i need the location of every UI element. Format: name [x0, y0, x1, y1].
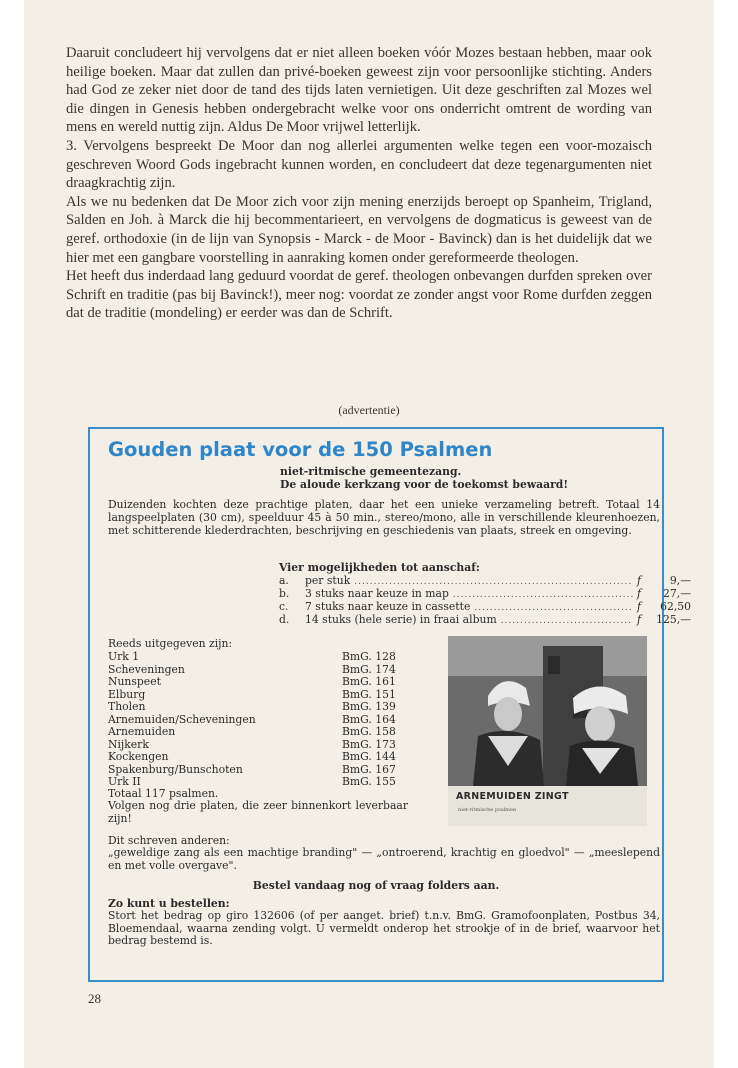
- option-text: 14 stuks (hele serie) in fraai album: [305, 613, 497, 626]
- ad-subtitle: [280, 465, 568, 491]
- record-code: BmG. 161: [342, 675, 396, 688]
- record-row: [108, 688, 438, 701]
- option-letter: a.: [279, 574, 289, 587]
- option-price: 27,—: [663, 587, 691, 600]
- leader-dots: [474, 603, 633, 613]
- currency-symbol: f: [637, 587, 641, 600]
- record-row: [108, 763, 438, 776]
- leader-dots: [453, 590, 633, 600]
- currency-symbol: f: [637, 613, 641, 626]
- option-row: [279, 587, 691, 600]
- record-code: BmG. 155: [342, 775, 396, 788]
- option-price: 125,—: [656, 613, 691, 626]
- currency-symbol: f: [637, 600, 641, 613]
- record-place: Urk II: [108, 775, 141, 788]
- option-row: [279, 600, 691, 613]
- option-text: 3 stuks naar keuze in map: [305, 587, 449, 600]
- paragraph-2: 3. Vervolgens bespreekt De Moor dan nog allerlei argumenten welke tegen een voor-mozaisch geschreven Woord Gods ingebracht kunnen worden, en concludeert dat deze tegenargumenten niet draagkrachtig zijn.: [66, 137, 652, 192]
- record-place: Elburg: [108, 687, 146, 701]
- option-text: per stuk: [305, 574, 351, 587]
- paragraph-4: Het heeft dus inderdaad lang geduurd voordat de geref. theologen onbevangen durfden spreken over Schrift en traditie (pas bij Bavinck!), meer nog: voordat ze zonder angst voor Rome durfden zeggen dat de traditie (mondeling) er eerder was dan de Schrift.: [66, 268, 652, 322]
- option-price: 62,50: [660, 600, 691, 613]
- ad-subtitle-1: niet-ritmische gemeentezang.: [280, 465, 462, 478]
- record-place: Nunspeet: [108, 675, 161, 688]
- option-letter: b.: [279, 587, 290, 600]
- option-price: 9,—: [669, 574, 691, 587]
- record-row: [108, 700, 438, 713]
- record-place: Scheveningen: [108, 662, 185, 676]
- how-to-order-title: Zo kunt u bestellen:: [108, 897, 230, 910]
- paragraph-1: Daaruit concludeert hij vervolgens dat er niet alleen boeken vóór Mozes bestaan hebben, maar ook heilige boeken. Maar dat zullen dan privé-boeken geweest zijn voor persoonlijke stichting. Anders had God ze zeker niet door de tand des tijds laten vernietigen. Uit deze geschriften zal Mozes wel die dingen in Genesis hebben ondergebracht welke voor ons onderricht omtrent de wording van mens en wereld nuttig zijn. Aldus De Moor vrijwel letterlijk.: [66, 45, 652, 136]
- record-place: Urk 1: [108, 650, 140, 663]
- options-title: Vier mogelijkheden tot aanschaf:: [279, 561, 480, 574]
- order-instructions: Stort het bedrag op giro 132606 (of per aanget. brief) t.n.v. BmG. Gramofoonplaten, Postbus 34, Bloemendaal, waarna zending volgt. U vermeldt onderop het strookje of in de brief, waarvoor het bedrag bestemd is.: [108, 909, 660, 948]
- record-row: [108, 713, 438, 726]
- record-code: BmG. 173: [342, 737, 396, 751]
- paragraph-3: Als we nu bedenken dat De Moor zich voor zijn mening enerzijds beroept op Spanheim, Trigland, Salden en Joh. à Marck die hij becommentarieert, en vervolgens de dogmaticus is geweest van de geref. orthodoxie (in de lijn van Synopsis - Marck - de Moor - Bavinck) dan is het duidelijk dat we hier met een gangbare voorstelling in aanraking komen onder gereformeerde theologen.: [66, 193, 652, 266]
- record-place: Kockengen: [108, 750, 169, 763]
- option-letter: c.: [279, 600, 289, 613]
- record-code: BmG. 164: [342, 712, 396, 726]
- ad-subtitle-2: De aloude kerkzang voor de toekomst bewaard!: [280, 478, 569, 491]
- record-code: BmG. 128: [342, 650, 396, 663]
- released-title: Reeds uitgegeven zijn:: [108, 637, 233, 650]
- order-call: Bestel vandaag nog of vraag folders aan.: [252, 879, 500, 892]
- album-cover-photo: [448, 636, 647, 826]
- advertisement-label: (advertentie): [338, 403, 400, 417]
- option-letter: d.: [279, 613, 290, 626]
- record-code: BmG. 151: [342, 687, 396, 701]
- album-title: ARNEMUIDEN ZINGT: [456, 791, 569, 802]
- advertisement-box: [88, 427, 691, 982]
- record-place: Tholen: [108, 700, 146, 713]
- record-code: BmG. 174: [342, 662, 396, 676]
- leader-dots: [501, 616, 633, 626]
- ad-intro: Duizenden kochten deze prachtige platen, daar het een unieke verzameling betreft. Totaal 14 langspeelplaten (30 cm), speelduur 45 à 50 min., stereo/mono, alle in verschillende kleurenhoezen, met schitterende klederdrachten, beschrijving en geschiedenis van plaats, streek en omgeving.: [108, 498, 660, 537]
- record-row: [108, 750, 438, 763]
- page-number: 28: [88, 991, 101, 1006]
- ad-title: Gouden plaat voor de 150 Psalmen: [108, 438, 493, 461]
- leader-dots: [354, 577, 633, 587]
- record-row: [108, 738, 438, 751]
- review-quotes: „geweldige zang als een machtige branding" — „ontroerend, krachtig en gloedvol" — „meeslepend en met volle overgave".: [108, 846, 660, 872]
- record-row: [108, 663, 438, 676]
- currency-symbol: f: [637, 574, 641, 587]
- record-place: Spakenburg/Bunschoten: [108, 762, 243, 776]
- option-text: 7 stuks naar keuze in cassette: [305, 600, 471, 613]
- article-text: [66, 44, 652, 323]
- record-code: BmG. 158: [342, 725, 396, 738]
- record-place: Arnemuiden/Scheveningen: [108, 712, 256, 726]
- others-wrote: Dit schreven anderen:: [108, 834, 230, 847]
- record-row: [108, 775, 438, 788]
- option-row: [279, 574, 691, 587]
- following-records: Volgen nog drie platen, die zeer binnenkort leverbaar zijn!: [108, 799, 408, 825]
- total-psalms: Totaal 117 psalmen.: [108, 787, 219, 800]
- record-row: [108, 675, 438, 688]
- record-place: Nijkerk: [108, 737, 149, 751]
- record-place: Arnemuiden: [108, 725, 176, 738]
- record-code: BmG. 167: [342, 762, 396, 776]
- record-code: BmG. 139: [342, 700, 396, 713]
- option-row: [279, 613, 691, 626]
- record-code: BmG. 144: [342, 750, 396, 763]
- record-row: [108, 650, 438, 663]
- record-row: [108, 725, 438, 738]
- album-subtitle: niet-ritmische psalmen: [458, 807, 517, 813]
